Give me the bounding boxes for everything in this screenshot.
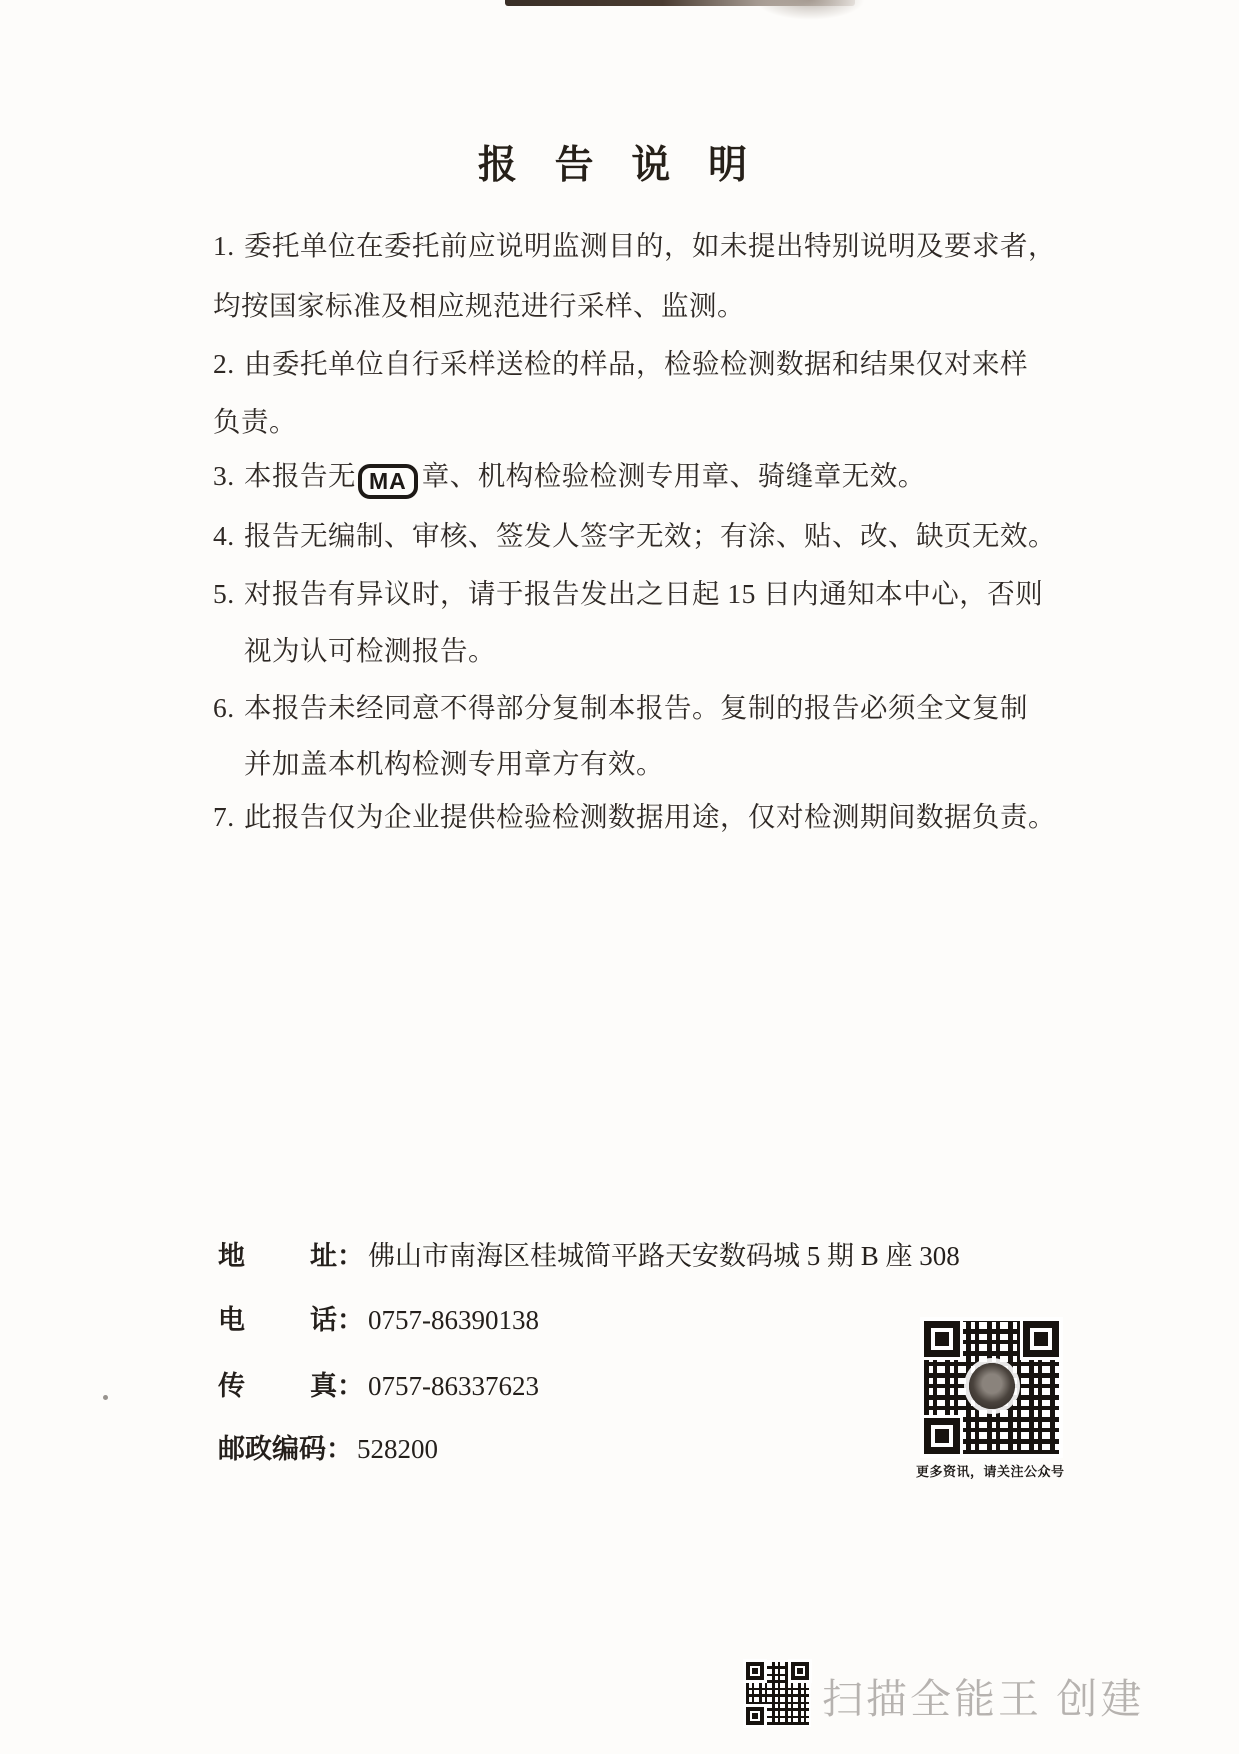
- fax-value: 0757-86337623: [368, 1371, 539, 1401]
- qr-finder-bottom-left: [924, 1418, 960, 1454]
- notice-item-5-line-2: 视为认可检测报告。: [244, 635, 496, 666]
- fax-label-char-1: 传: [218, 1371, 245, 1401]
- contact-fax-row: [218, 1369, 539, 1403]
- notice-item-5-line-1: [213, 577, 1043, 611]
- phone-label-char-1: 电: [218, 1305, 245, 1335]
- postal-label: 邮政编码：: [218, 1434, 353, 1464]
- item-6-text: 本报告未经同意不得部分复制本报告。复制的报告必须全文复制: [244, 692, 1028, 723]
- address-value: 佛山市南海区桂城简平路天安数码城 5 期 B 座 308: [368, 1241, 960, 1271]
- contact-phone-row: [218, 1303, 539, 1337]
- cma-certification-badge: MA: [358, 464, 418, 499]
- address-label-char-1: 地: [218, 1241, 245, 1271]
- notice-item-4-line-1: [213, 519, 1056, 553]
- wechat-official-account-qr-code: [920, 1317, 1063, 1458]
- item-3-text-prefix: 本报告无: [244, 460, 356, 491]
- notice-item-2-line-1: [213, 347, 1028, 381]
- item-4-number: 4.: [213, 520, 235, 551]
- notice-item-6-line-1: [213, 691, 1028, 725]
- notice-item-6-line-2: 并加盖本机构检测专用章方有效。: [244, 748, 664, 779]
- item-2-text: 由委托单位自行采样送检的样品，检验检测数据和结果仅对来样: [244, 348, 1028, 379]
- qr-finder-top-left: [924, 1321, 960, 1357]
- qr-small-finder-top-right: [791, 1662, 809, 1680]
- fax-label-char-2: 真：: [310, 1371, 364, 1401]
- notice-item-2-line-2: 负责。: [213, 406, 297, 437]
- qr-small-finder-top-left: [746, 1662, 764, 1680]
- fax-label: [218, 1369, 364, 1403]
- item-7-text: 此报告仅为企业提供检验检测数据用途，仅对检测期间数据负责。: [244, 801, 1056, 832]
- phone-value: 0757-86390138: [368, 1305, 539, 1335]
- item-2-number: 2.: [213, 348, 235, 379]
- item-1-number: 1.: [213, 230, 235, 261]
- page-title: 报 告 说 明: [477, 144, 762, 187]
- scan-artifact-speck: [103, 1395, 108, 1400]
- scan-artifact-smudge: [755, 0, 865, 20]
- notice-item-7-line-1: [213, 800, 1056, 834]
- address-label: [218, 1239, 364, 1273]
- qr-caption: 更多资讯，请关注公众号: [916, 1464, 1065, 1479]
- qr-small-finder-bottom-left: [746, 1707, 764, 1725]
- notice-item-1-line-2: 均按国家标准及相应规范进行采样、监测。: [213, 290, 745, 321]
- item-4-text: 报告无编制、审核、签发人签字无效；有涂、贴、改、缺页无效。: [244, 520, 1056, 551]
- item-7-number: 7.: [213, 801, 235, 832]
- qr-center-logo: [969, 1363, 1015, 1409]
- contact-postal-row: [218, 1432, 438, 1466]
- item-3-text-suffix: 章、机构检验检测专用章、骑缝章无效。: [421, 460, 926, 491]
- notice-item-3-line-1: [213, 459, 926, 499]
- qr-finder-top-right: [1023, 1321, 1059, 1357]
- camscanner-qr-code: [744, 1660, 811, 1727]
- notice-item-1-line-1: [213, 229, 1056, 263]
- item-5-text: 对报告有异议时，请于报告发出之日起 15 日内通知本中心，否则: [244, 578, 1044, 609]
- contact-address-row: [218, 1239, 960, 1273]
- phone-label: [218, 1303, 364, 1337]
- address-label-char-2: 址：: [310, 1241, 364, 1271]
- item-5-number: 5.: [213, 578, 235, 609]
- camscanner-watermark-text: 扫描全能王 创建: [822, 1676, 1145, 1722]
- postal-value: 528200: [357, 1434, 438, 1464]
- item-3-number: 3.: [213, 460, 235, 491]
- item-6-number: 6.: [213, 692, 235, 723]
- item-1-text: 委托单位在委托前应说明监测目的，如未提出特别说明及要求者，: [244, 230, 1056, 261]
- phone-label-char-2: 话：: [310, 1305, 364, 1335]
